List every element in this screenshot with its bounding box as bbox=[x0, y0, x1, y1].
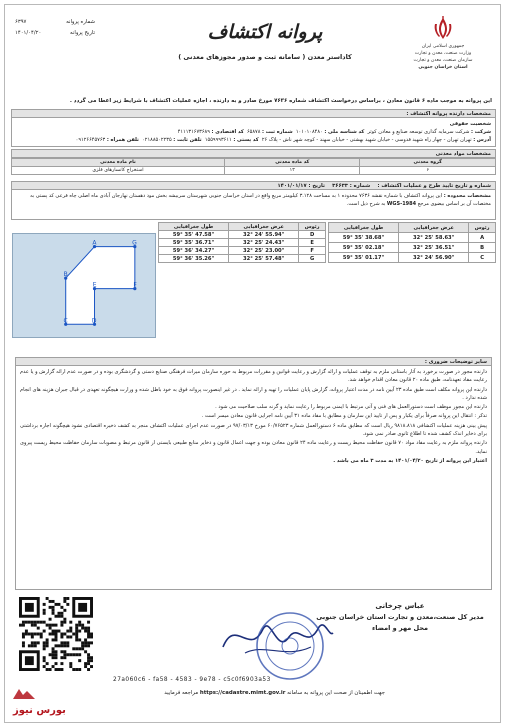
mineral-group: ۶ bbox=[360, 167, 496, 175]
area-map bbox=[12, 233, 156, 338]
note-paragraph: دارنده این مجوز موظف است دستورالعمل های فنی و آتی مرتبط با ایمنی مربوط را رعایت نماید و گرنه سلب صلاحیت می شود . bbox=[215, 404, 487, 411]
table-row: B 32° 25' 36.51" 59° 35' 02.18" bbox=[329, 243, 496, 253]
coordinates-block bbox=[158, 222, 496, 263]
note-paragraph: دارنده پروانه ملزم به رعایت مفاد مواد ۷۰ قانون حفاظت محیط زیست و رعایت ماده ۲۴ قانون معادن بوده و جهت اعمال قانون و ذخایر منابع طبیعی بایستی از قانون مرتبط و مصوبات سازمان حفاظت محیط زیست پیروی نماید. bbox=[20, 440, 487, 455]
ministry-line-4: استان خراسان جنوبی bbox=[418, 65, 468, 70]
license-meta bbox=[15, 17, 95, 39]
notes-section bbox=[15, 357, 492, 590]
map-vertex-label: C bbox=[63, 317, 68, 325]
ministry-line-1: جمهوری اسلامی ایران bbox=[421, 44, 465, 49]
area-description: مشخصات محدوده : این پروانه اکتشاف با شماره نقشه ۷۶۳۶ محدوده ۱ به مساحت ۳.۱۲۸ کیلومتر مربع واقع در استان خراسان جنوبی شهرستان سربیشه بخش مود دهستان نهارجان آبادی ماه اصلی چاه فرعی کد پستی به مختصات آن بر اساس بیضوی مرجع WGS-1984 به شرح ذیل است. bbox=[11, 190, 496, 220]
note-paragraph: پیش بینی هزینه عملیات اکتشافی ۹۸۱۸.۸۱۸ ریال است که مطابق ماده ۶ دستورالعمل شماره ۶۰/۷۶۵۲۳ مورخ ۹۷/۰۳/۱۳ در صورت عدم اجرای عملیات اکتشاف منجر به کشف ذخیره اقتصادی نشود هیچگونه اجازه برداشتی برای ذخایر اندک کشف شده تا اطلاع ثانوی صادر نمی شود. bbox=[20, 422, 487, 438]
notes-body bbox=[15, 366, 492, 590]
datum: WGS-1984 bbox=[386, 201, 417, 207]
mineral-name: استخراج کانسارهای فلزی bbox=[12, 167, 225, 175]
map-vertex-label: G bbox=[132, 239, 137, 247]
minerals-section-title: مشخصات مواد معدنی bbox=[11, 149, 496, 158]
address: تهران تهران - چهار راه شهید قدوسی - خیابان شهید بهشتی - خیابان سهند - کوچه شهر ناش - پلاک ۲۶ bbox=[261, 137, 472, 143]
ministry-line-2: وزارت صنعت، معدن و تجارت bbox=[414, 51, 472, 56]
license-number-label: شماره پروانه bbox=[66, 19, 95, 25]
economic-code: ۴۱۱۱۳۱۶۷۳۶۸۹ bbox=[177, 129, 210, 135]
mineral-code-header: کد ماده معدنی bbox=[224, 159, 360, 167]
minerals-section bbox=[11, 149, 496, 175]
table-row: A 32° 25' 58.63" 59° 35' 38.68" bbox=[329, 233, 496, 243]
ministry-line-3: سازمان صنعت، معدن و تجارت bbox=[413, 58, 473, 63]
phone: ۰۲۱۸۸۵۰۲۲۳۵ bbox=[142, 137, 172, 143]
map-vertex-label: B bbox=[63, 271, 68, 279]
intro-text: این پروانه به موجب ماده ۶ قانون معادن ، براساس درخواست اکتشاف شماره ۷۶۳۶ مورخ صادر و به دارنده ، اجازه عملیات اکتشاف با شرایط زیر اعطا می گردد . bbox=[69, 98, 492, 104]
map-vertex-label: F bbox=[133, 281, 137, 289]
iran-emblem-icon bbox=[429, 15, 457, 43]
document-title: پروانه اکتشاف bbox=[207, 21, 323, 43]
mineral-code: ۱۳ bbox=[224, 167, 360, 175]
applicant-section bbox=[11, 109, 496, 147]
table-row: C 32° 24' 56.90" 59° 35' 01.17" bbox=[329, 253, 496, 263]
note-paragraph: دارنده این پروانه مکلف است طبق ماده ۲۳ آیین نامه در مدت اعتبار پروانه، گزارش پایان عملیات را تهیه و ارائه نماید . در غیر اینصورت پروانه فوق به خود باطل شده و وزارت هیچگونه تعهدی در قبال جبران هزینه های انجام شده ندارد . bbox=[20, 386, 487, 401]
coordinates-table-left: رئوس عرض جغرافیایی طول جغرافیایی D 32° 24' 55.94" 59° 35' 47.58" E 32° 25' 24.43" 59° 35' 36.71" F 32° 25' 23.00" 59° 36' 34.27" G 32° 25' 57.48" 59° 36' 35.26" bbox=[158, 222, 326, 263]
plan-date: ۱۴۰۱/۰۱/۱۷ bbox=[277, 183, 307, 189]
applicant-address-line: آدرس : تهران تهران - چهار راه شهید قدوسی - خیابان شهید بهشتی - خیابان سهند - کوچه شهر ناش - پلاک ۲۶ کد پستی : ۱۵۵۹۹۹۳۶۱۱ تلفن ثابت : ۰۲۱۸۸۵۰۲۲۳۵ تلفن همراه : ۰۹۱۲۶۶۴۵۷۶۳ bbox=[75, 137, 491, 143]
watermark-text: بورس نیوز bbox=[13, 705, 66, 716]
map-vertex-label: E bbox=[92, 281, 97, 289]
plan-number: ۳۶۶۳۳ bbox=[332, 183, 348, 189]
plan-area-section bbox=[11, 181, 496, 220]
table-row: G 32° 25' 57.48" 59° 36' 35.26" bbox=[159, 255, 326, 263]
license-number: ۶۳۹۷ bbox=[15, 19, 27, 25]
applicant-entity: شخصیت حقوقی bbox=[449, 121, 491, 127]
area-polygon bbox=[11, 234, 155, 339]
official-stamp-icon bbox=[253, 609, 327, 683]
map-vertex-label: A bbox=[92, 239, 97, 247]
note-paragraph: تذکر : انتقال این پروانه صرفاً برای یکبار و پس از تایید این سازمان و مطابق با مفاد ماده ۳۱ آیین نامه اجرایی قانون معادن میسر است . bbox=[201, 413, 487, 420]
table-row: E 32° 25' 24.43" 59° 35' 36.71" bbox=[159, 239, 326, 247]
mineral-group-header: گروه معدنی bbox=[360, 159, 496, 167]
minerals-table bbox=[11, 158, 496, 175]
applicant-section-title: مشخصات دارنده پروانه اکتشاف : bbox=[11, 109, 496, 118]
signer-name: عباس چرخانی bbox=[375, 602, 425, 610]
mineral-name-header: نام ماده معدنی bbox=[12, 159, 225, 167]
document-hash: 27a060c6 - fa58 - 4583 - 9e78 - c5c0f6903a53 bbox=[113, 677, 271, 683]
postal-code: ۱۵۵۹۹۹۳۶۱۱ bbox=[204, 137, 232, 143]
inquiry-link[interactable]: https://cadastre.mimt.gov.ir bbox=[199, 690, 286, 696]
watermark-logo-icon bbox=[11, 685, 37, 701]
qr-code-icon bbox=[19, 597, 93, 671]
company-name: شرکت سرمایه گذاری توسعه صنایع و معادن کوثر bbox=[367, 129, 470, 135]
seal-note: محل مهر و امضاء bbox=[371, 624, 429, 632]
table-row: F 32° 25' 23.00" 59° 36' 34.27" bbox=[159, 247, 326, 255]
note-paragraph: اعتبار این پروانه از تاریخ ۱۴۰۱/۰۴/۲۰ به مدت ۳ ماه می باشد . bbox=[333, 457, 487, 464]
license-area-polygon bbox=[63, 247, 135, 325]
document-title-block bbox=[155, 19, 375, 61]
signer-role: مدیر کل صنعت،معدن و تجارت استان خراسان جنوبی bbox=[316, 613, 484, 621]
registration-number: ۶۵۸۷۸ bbox=[246, 129, 261, 135]
mobile: ۰۹۱۲۶۶۴۵۷۶۳ bbox=[75, 137, 106, 143]
license-date-label: تاریخ پروانه bbox=[70, 30, 95, 36]
document-subtitle: کاداستر معدن ( سامانه ثبت و صدور مجوزهای معدنی ) bbox=[178, 53, 352, 61]
document-page bbox=[4, 4, 501, 723]
notes-section-title: سایر توضیحات ضروری : bbox=[15, 357, 492, 366]
coordinates-table-right: رئوس عرض جغرافیایی طول جغرافیایی A 32° 25' 58.63" 59° 35' 38.68" B 32° 25' 36.51" 59° 35' 02.18" C 32° 24' 56.90" 59° 35' 01.17" bbox=[328, 222, 496, 263]
table-row: D 32° 24' 55.94" 59° 35' 47.58" bbox=[159, 231, 326, 239]
applicant-details bbox=[11, 118, 496, 147]
national-id: ۱۰۱۰۱۰۸۴۸۰ bbox=[295, 129, 323, 135]
table-row bbox=[12, 167, 496, 175]
license-date: ۱۴۰۱/۰۴/۲۰ bbox=[15, 30, 42, 36]
plan-approval-bar: شماره و تاریخ تایید طرح و عملیات اکتشاف : شماره : ۳۶۶۳۳ تاریخ : ۱۴۰۱/۰۱/۱۷ bbox=[11, 181, 496, 190]
ministry-block bbox=[398, 15, 488, 71]
applicant-company-line: شرکت : شرکت سرمایه گذاری توسعه صنایع و معادن کوثر کد شناسه ملی : ۱۰۱۰۱۰۸۴۸۰ شماره ثبت : ۶۵۸۷۸ کد اقتصادی : ۴۱۱۱۳۱۶۷۳۶۸۹ bbox=[177, 129, 491, 135]
map-vertex-label: D bbox=[91, 317, 97, 325]
inquiry-text: جهت اطمینان از صحت این پروانه به سامانه https://cadastre.mimt.gov.ir مراجعه فرمایید bbox=[164, 690, 385, 696]
note-paragraph: دارنده مجوز در صورت برخورد به آثار باستانی ملزم به توقف عملیات و ارائه گزارش و رعایت قوانین و مقررات مربوط به حوزه سازمان میراث فرهنگی صنایع دستی و گردشگری بوده و در صورت عدم ارائه گزارش و یا عدم رعایت مفاد تعهدنامه، طبق ماده ۲۰ قانون معادن اقدام خواهد شد. bbox=[20, 369, 487, 384]
